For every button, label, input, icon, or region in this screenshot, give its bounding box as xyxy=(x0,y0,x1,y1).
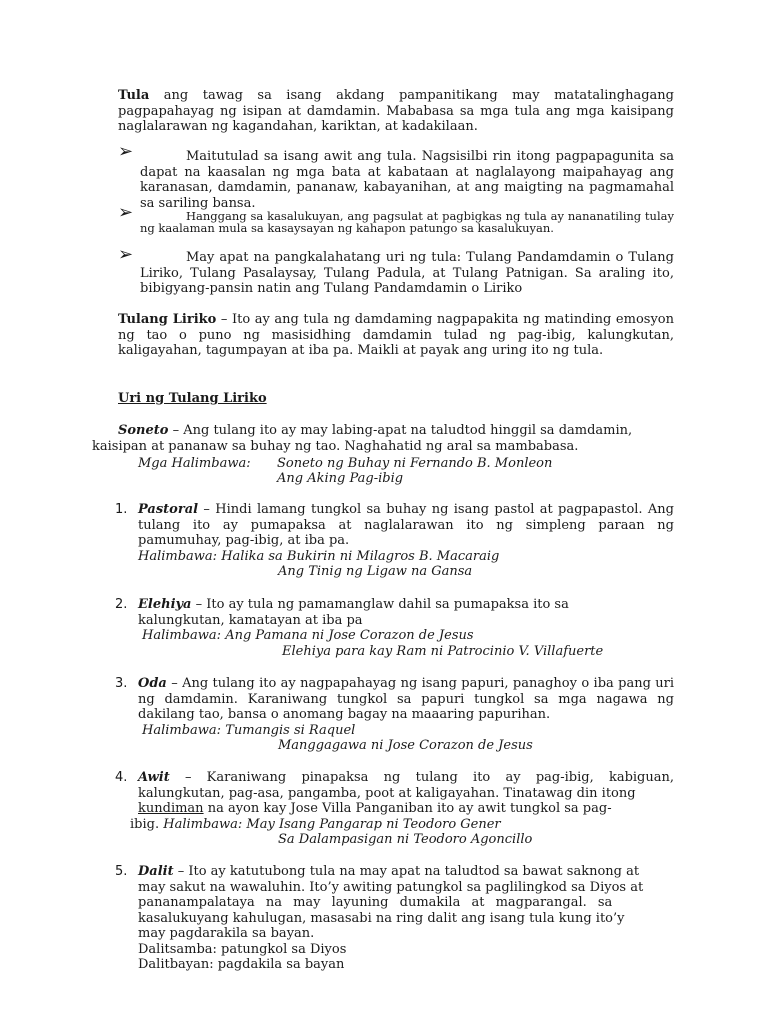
list-item-awit xyxy=(130,770,674,848)
soneto-examples-label: Mga Halimbawa: xyxy=(138,456,251,471)
awit-example-1: Halimbawa: May Isang Pangarap ni Teodoro Gener xyxy=(163,816,501,832)
pastoral-example-1: Halimbawa: Halika sa Bukirin ni Milagros B. Macaraig xyxy=(138,548,500,564)
intro-term: Tula xyxy=(118,88,150,103)
list-item-elehiya xyxy=(138,597,674,659)
oda-term: Oda xyxy=(138,676,167,691)
awit-example-2: Sa Dalampasigan ni Teodoro Agoncillo xyxy=(278,832,533,847)
arrow-bullet-icon: ➢ xyxy=(118,244,134,265)
list-item-dalit xyxy=(138,864,674,973)
elehiya-text xyxy=(138,597,608,628)
item-number: 1. xyxy=(115,502,128,517)
list-item-oda xyxy=(138,676,674,754)
awit-text-1: – Karaniwang pinapaksa ng tulang ito ay pag-ibig, kabiguan, xyxy=(169,770,674,785)
bullet-text-1: Maitutulad sa isang awit ang tula. Nagsisilbi rin itong pagpapagunita sa dapat na kaasalan ng mga bata at kabataan at naglalayong maipahayag ang karanasan, damdamin, pananaw, kabayanihan, at ang maigting na pagmamahal sa sariling bansa. xyxy=(140,149,674,211)
item-number: 5. xyxy=(115,864,128,879)
liriko-text: – Ito ay ang tula ng damdaming nagpapakita ng matinding emosyon ng tao o puno ng masisidhing damdamin tulad ng pag-ibig, kalungkutan, kaligayahan, tagumpayan at iba pa. Maikli at payak ang uring ito ng tula. xyxy=(118,312,674,358)
pastoral-term: Pastoral xyxy=(138,502,199,517)
dalit-line-3: pananampalataya na may layuning dumakila at magparangal. sa xyxy=(138,895,613,910)
elehiya-term: Elehiya xyxy=(138,597,192,612)
section-heading-text: Uri ng Tulang Liriko xyxy=(118,391,267,406)
dalit-line-1 xyxy=(138,864,674,880)
awit-text-3: na ayon kay Jose Villa Panganiban ito ay awit tungkol sa pag- xyxy=(203,801,612,816)
dalit-line-4: kasalukuyang kahulugan, masasabi na ring dalit ang isang tula kung ito’y xyxy=(138,910,625,926)
liriko-term: Tulang Liriko xyxy=(118,312,217,327)
list-item-pastoral xyxy=(138,502,674,580)
oda-text xyxy=(138,676,674,723)
soneto-block xyxy=(92,423,674,486)
awit-term: Awit xyxy=(138,770,170,785)
arrow-bullet-icon: ➢ xyxy=(118,141,134,162)
arrow-bullet-icon: ➢ xyxy=(118,202,134,223)
dalit-line-5: may pagdarakila sa bayan. xyxy=(138,926,315,941)
soneto-line-1 xyxy=(92,423,674,439)
oda-example-1: Halimbawa: Tumangis si Raquel xyxy=(142,722,356,738)
awit-text-4: ibig. xyxy=(130,816,164,832)
dalit-line-7: Dalitbayan: pagdakila sa bayan xyxy=(138,957,345,972)
bullet-text-3: May apat na pangkalahatang uri ng tula: Tulang Pandamdamin o Tulang Liriko, Tulang Pasalaysay, Tulang Padula, at Tulang Patnigan. Sa araling ito, bibigyang-pansin natin ang Tulang Pandamdamin o Liriko xyxy=(140,250,674,296)
elehiya-example-1: Halimbawa: Ang Pamana ni Jose Corazon de Jesus xyxy=(142,628,474,643)
soneto-example-1: Soneto ng Buhay ni Fernando B. Monleon xyxy=(277,456,553,471)
intro-paragraph xyxy=(118,88,674,135)
awit-line-2: kalungkutan, pag-asa, pangamba, poot at kaligayahan. Tinatawag din itong xyxy=(138,785,636,801)
pastoral-description: – Hindi lamang tungkol sa buhay ng isang pastol at pagpapastol. Ang tulang ito ay pumapaksa at naglalarawan ito ng simpleng paraan ng pamumuhay, pag-ibig, at iba pa. xyxy=(138,502,674,548)
section-heading xyxy=(118,391,674,407)
kundiman-term: kundiman xyxy=(138,801,204,816)
dalit-term: Dalit xyxy=(138,864,174,879)
dalit-line-2: may sakut na wawaluhin. Ito’y awiting patungkol sa paglilingkod sa Diyos at xyxy=(138,879,644,895)
soneto-line-2: kaisipan at pananaw sa buhay ng tao. Naghahatid ng aral sa mambabasa. xyxy=(92,438,579,454)
pastoral-text xyxy=(138,502,674,549)
elehiya-description: – Ito ay tula ng pamamanglaw dahil sa pumapaksa ito sa kalungkutan, kamatayan at iba pa xyxy=(138,597,569,628)
awit-line-3 xyxy=(138,801,674,817)
elehiya-example-2: Elehiya para kay Ram ni Patrocinio V. Villafuerte xyxy=(282,643,604,659)
bullet-text-2: Hanggang sa kasalukuyan, ang pagsulat at pagbigkas ng tula ay nananatiling tulay ng kaalaman mula sa kasaysayan ng kahapon patungo sa kasalukuyan. xyxy=(140,209,674,235)
item-number: 2. xyxy=(115,597,128,612)
dalit-text-1: – Ito ay katutubong tula na may apat na taludtod sa bawat saknong at xyxy=(173,864,640,879)
soneto-text-1: – Ang tulang ito ay may labing-apat na taludtod hinggil sa damdamin, xyxy=(168,423,633,438)
liriko-paragraph xyxy=(118,312,674,359)
soneto-example-2: Ang Aking Pag-ibig xyxy=(277,471,404,486)
soneto-term: Soneto xyxy=(118,423,169,438)
oda-description: – Ang tulang ito ay nagpapahayag ng isang papuri, panaghoy o iba pang uri ng damdamin. Karaniwang tungkol sa papuri tungkol sa mga nagawa ng dakilang tao, bansa o anomang bagay na maaaring papurihan. xyxy=(138,676,674,722)
pastoral-example-2: Ang Tinig ng Ligaw na Gansa xyxy=(278,564,473,579)
awit-line-4 xyxy=(130,817,674,833)
dalit-line-6: Dalitsamba: patungkol sa Diyos xyxy=(138,941,347,957)
item-number: 3. xyxy=(115,676,128,691)
awit-line-1 xyxy=(138,770,674,786)
intro-text: ang tawag sa isang akdang pampanitikang may matatalinghagang pagpapahayag ng isipan at damdamin. Mababasa sa mga tula ang mga kaisipang naglalarawan ng kagandahan, kariktan, at kadakilaan. xyxy=(118,88,674,134)
oda-example-2: Manggagawa ni Jose Corazon de Jesus xyxy=(278,738,533,753)
item-number: 4. xyxy=(115,770,128,785)
